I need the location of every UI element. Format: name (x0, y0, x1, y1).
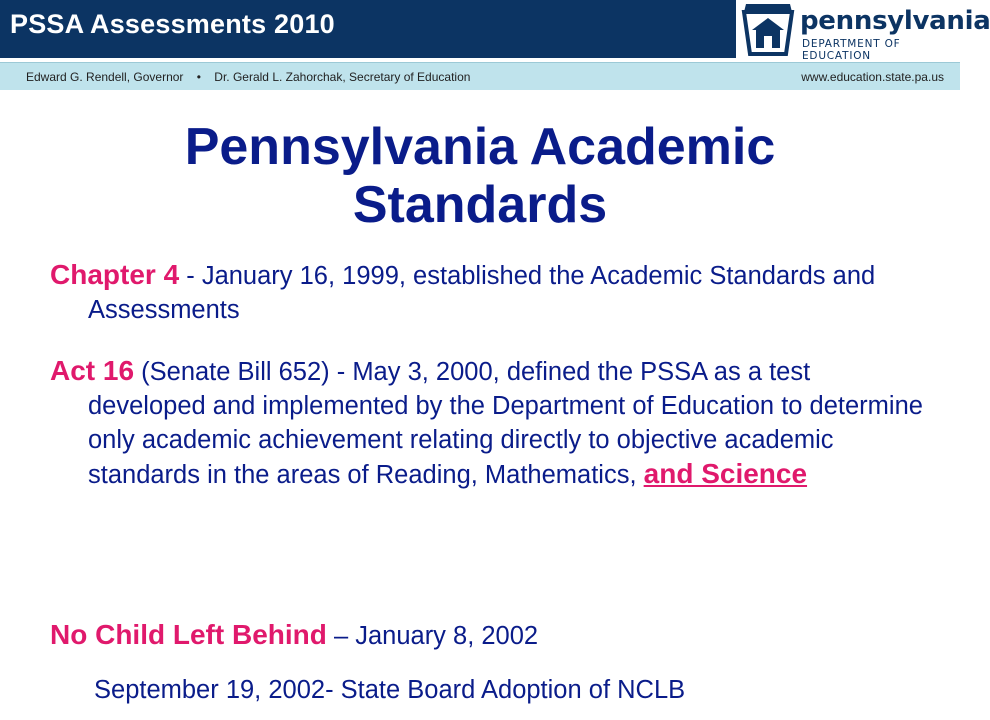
footer-line: September 19, 2002- State Board Adoption of NCLB (94, 676, 686, 704)
logo-wordmark: pennsylvania (800, 6, 990, 36)
item-heading: Chapter 4 (50, 259, 180, 290)
item-heading: No Child Left Behind (50, 619, 327, 650)
governor-name: Edward G. Rendell, Governor (26, 70, 184, 84)
keystone-icon (740, 2, 796, 56)
item-heading: Act 16 (50, 355, 135, 386)
officials-line (26, 70, 470, 84)
subheader-bar (0, 62, 960, 90)
header-title: PSSA Assessments 2010 (10, 9, 335, 39)
emphasis-text: and Science (643, 458, 808, 489)
item-nclb (50, 618, 930, 653)
website-url: www.education.state.pa.us (801, 70, 944, 84)
secretary-name: Dr. Gerald L. Zahorchak, Secretary of Education (214, 70, 471, 84)
bullet-separator: • (196, 70, 201, 84)
item-act-16 (50, 354, 930, 492)
title-line-2: Standards (352, 176, 608, 234)
item-text: (Senate Bill 652) - May 3, 2000, defined the PSSA as a test developed and implemented by the Department of Education to determine only academic achievement relating directly to objective academic standards in the areas of Reading, Mathematics, (88, 358, 923, 489)
slide-title (0, 118, 960, 234)
item-text: - January 16, 1999, established the Academic Standards and Assessments (88, 262, 876, 324)
pa-education-logo (736, 0, 990, 62)
logo-subtitle: DEPARTMENT OF EDUCATION (802, 38, 901, 62)
item-chapter-4 (50, 258, 930, 327)
header-bar (0, 0, 736, 58)
item-text: – January 8, 2002 (326, 622, 539, 650)
title-line-1: Pennsylvania Academic (184, 118, 776, 176)
